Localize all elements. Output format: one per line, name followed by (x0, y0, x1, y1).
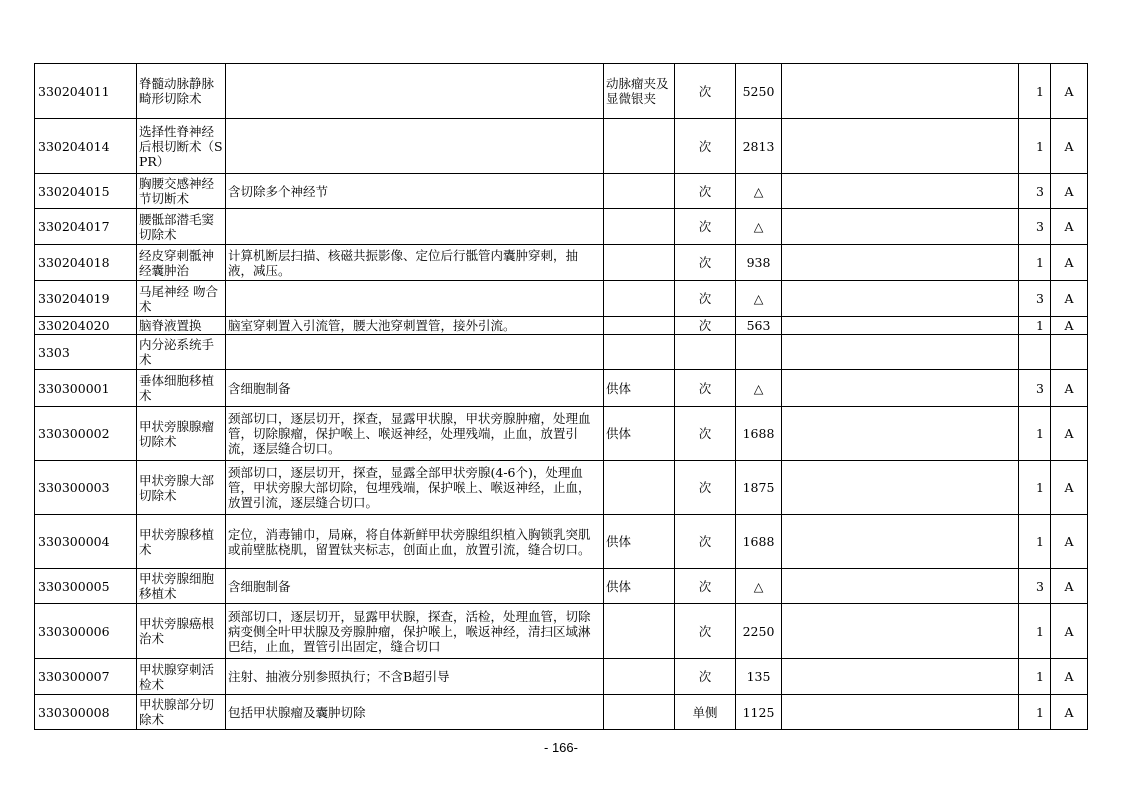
cell-code: 330300004 (35, 515, 137, 569)
cell-code: 330204017 (35, 209, 137, 245)
cell-grade: A (1051, 370, 1088, 407)
cell-code: 330204011 (35, 64, 137, 119)
cell-excluded: 供体 (604, 370, 675, 407)
cell-name: 经皮穿刺骶神经囊肿治 (137, 245, 226, 281)
cell-note (782, 119, 1019, 174)
cell-price: 2813 (736, 119, 782, 174)
cell-unit: 次 (675, 317, 736, 335)
cell-code: 330300003 (35, 461, 137, 515)
table-row (35, 461, 1088, 515)
cell-unit: 次 (675, 174, 736, 209)
cell-code: 330300007 (35, 659, 137, 695)
cell-grade: A (1051, 245, 1088, 281)
cell-price: 5250 (736, 64, 782, 119)
cell-name: 腰骶部潜毛窦切除术 (137, 209, 226, 245)
cell-content: 定位，消毒铺巾，局麻，将自体新鲜甲状旁腺组织植入胸锁乳突肌或前壁肱桡肌，留置钛夹标志，创面止血，放置引流，缝合切口。 (226, 515, 604, 569)
cell-grade: A (1051, 174, 1088, 209)
cell-excluded: 动脉瘤夹及显微银夹 (604, 64, 675, 119)
cell-code: 330204020 (35, 317, 137, 335)
cell-content: 计算机断层扫描、核磁共振影像、定位后行骶管内囊肿穿刺，抽液，减压。 (226, 245, 604, 281)
cell-code: 330300001 (35, 370, 137, 407)
cell-price: △ (736, 281, 782, 317)
cell-excluded: 供体 (604, 515, 675, 569)
cell-name: 垂体细胞移植术 (137, 370, 226, 407)
cell-excluded (604, 335, 675, 370)
cell-price: △ (736, 209, 782, 245)
cell-excluded (604, 461, 675, 515)
cell-level: 3 (1019, 209, 1051, 245)
cell-grade: A (1051, 209, 1088, 245)
cell-grade: A (1051, 569, 1088, 604)
cell-price: 1688 (736, 407, 782, 461)
cell-grade: A (1051, 515, 1088, 569)
cell-code: 330300002 (35, 407, 137, 461)
cell-content: 注射、抽液分别参照执行；不含B超引导 (226, 659, 604, 695)
cell-note (782, 407, 1019, 461)
cell-grade: A (1051, 604, 1088, 659)
cell-level: 1 (1019, 407, 1051, 461)
cell-level: 1 (1019, 515, 1051, 569)
table-row (35, 515, 1088, 569)
cell-unit: 次 (675, 370, 736, 407)
table-row (35, 569, 1088, 604)
table-row (35, 407, 1088, 461)
cell-excluded (604, 245, 675, 281)
table-row (35, 209, 1088, 245)
cell-name: 甲状旁腺大部切除术 (137, 461, 226, 515)
cell-code: 330204018 (35, 245, 137, 281)
cell-unit: 次 (675, 407, 736, 461)
cell-unit: 次 (675, 515, 736, 569)
cell-excluded (604, 209, 675, 245)
cell-note (782, 370, 1019, 407)
cell-code: 330204019 (35, 281, 137, 317)
cell-price: △ (736, 569, 782, 604)
cell-content: 脑室穿刺置入引流管，腰大池穿刺置管，接外引流。 (226, 317, 604, 335)
cell-excluded (604, 281, 675, 317)
table-row (35, 370, 1088, 407)
cell-unit: 次 (675, 461, 736, 515)
cell-content: 含切除多个神经节 (226, 174, 604, 209)
cell-grade: A (1051, 317, 1088, 335)
cell-name: 甲状腺部分切除术 (137, 695, 226, 730)
table-row (35, 245, 1088, 281)
cell-content (226, 209, 604, 245)
cell-level: 3 (1019, 174, 1051, 209)
cell-excluded (604, 659, 675, 695)
cell-unit: 次 (675, 119, 736, 174)
cell-note (782, 281, 1019, 317)
table-body (35, 64, 1088, 730)
cell-code: 330204015 (35, 174, 137, 209)
table-row (35, 659, 1088, 695)
cell-content: 颈部切口，逐层切开，探查，显露甲状腺，甲状旁腺肿瘤，处理血管，切除腺瘤，保护喉上、喉返神经，处理残端，止血，放置引流，逐层缝合切口。 (226, 407, 604, 461)
cell-code: 330300008 (35, 695, 137, 730)
cell-price: 1875 (736, 461, 782, 515)
page-number: - 166- (544, 740, 578, 755)
cell-content (226, 281, 604, 317)
cell-note (782, 317, 1019, 335)
cell-level: 1 (1019, 245, 1051, 281)
cell-name: 胸腰交感神经节切断术 (137, 174, 226, 209)
cell-price: 2250 (736, 604, 782, 659)
cell-level: 3 (1019, 281, 1051, 317)
cell-name: 甲状旁腺移植术 (137, 515, 226, 569)
cell-excluded (604, 604, 675, 659)
fee-schedule-table (34, 63, 1088, 730)
cell-excluded (604, 695, 675, 730)
cell-level: 1 (1019, 119, 1051, 174)
cell-unit (675, 335, 736, 370)
table-row (35, 281, 1088, 317)
cell-content (226, 335, 604, 370)
cell-price: △ (736, 370, 782, 407)
cell-price: 1688 (736, 515, 782, 569)
cell-note (782, 174, 1019, 209)
cell-name: 脊髓动脉静脉畸形切除术 (137, 64, 226, 119)
cell-note (782, 659, 1019, 695)
cell-name: 甲状旁腺腺瘤切除术 (137, 407, 226, 461)
table-row (35, 695, 1088, 730)
cell-grade: A (1051, 659, 1088, 695)
cell-grade: A (1051, 695, 1088, 730)
cell-code: 330300006 (35, 604, 137, 659)
cell-grade: A (1051, 407, 1088, 461)
cell-price: 135 (736, 659, 782, 695)
cell-price: 1125 (736, 695, 782, 730)
table-row (35, 317, 1088, 335)
cell-grade (1051, 335, 1088, 370)
cell-content (226, 119, 604, 174)
cell-excluded (604, 174, 675, 209)
cell-name: 甲状腺穿刺活检术 (137, 659, 226, 695)
cell-unit: 次 (675, 604, 736, 659)
cell-price: 563 (736, 317, 782, 335)
table-row (35, 119, 1088, 174)
cell-note (782, 569, 1019, 604)
cell-code: 3303 (35, 335, 137, 370)
cell-level: 1 (1019, 64, 1051, 119)
cell-note (782, 64, 1019, 119)
cell-grade: A (1051, 119, 1088, 174)
cell-code: 330300005 (35, 569, 137, 604)
cell-excluded: 供体 (604, 407, 675, 461)
cell-excluded (604, 317, 675, 335)
cell-grade: A (1051, 461, 1088, 515)
cell-content: 含细胞制备 (226, 569, 604, 604)
cell-price: △ (736, 174, 782, 209)
cell-unit: 单侧 (675, 695, 736, 730)
cell-name: 脑脊液置换 (137, 317, 226, 335)
cell-note (782, 245, 1019, 281)
cell-note (782, 695, 1019, 730)
cell-unit: 次 (675, 569, 736, 604)
table-row (35, 174, 1088, 209)
cell-grade: A (1051, 281, 1088, 317)
cell-level (1019, 335, 1051, 370)
cell-note (782, 604, 1019, 659)
table-row (35, 335, 1088, 370)
cell-note (782, 461, 1019, 515)
cell-content: 颈部切口，逐层切开，显露甲状腺，探查，活检，处理血管，切除病变侧全叶甲状腺及旁腺肿瘤，保护喉上，喉返神经，清扫区域淋巴结，止血，置管引出固定，缝合切口 (226, 604, 604, 659)
cell-note (782, 209, 1019, 245)
cell-excluded (604, 119, 675, 174)
cell-unit: 次 (675, 64, 736, 119)
cell-level: 3 (1019, 569, 1051, 604)
cell-grade: A (1051, 64, 1088, 119)
cell-unit: 次 (675, 281, 736, 317)
cell-excluded: 供体 (604, 569, 675, 604)
cell-code: 330204014 (35, 119, 137, 174)
cell-level: 3 (1019, 370, 1051, 407)
cell-unit: 次 (675, 245, 736, 281)
cell-unit: 次 (675, 209, 736, 245)
cell-name: 内分泌系统手术 (137, 335, 226, 370)
table-row (35, 604, 1088, 659)
cell-content: 颈部切口，逐层切开，探查，显露全部甲状旁腺(4-6个)，处理血管，甲状旁腺大部切除，包埋残端，保护喉上、喉返神经，止血，放置引流，逐层缝合切口。 (226, 461, 604, 515)
cell-note (782, 515, 1019, 569)
cell-unit: 次 (675, 659, 736, 695)
cell-name: 选择性脊神经后根切断术（SPR） (137, 119, 226, 174)
cell-content: 包括甲状腺瘤及囊肿切除 (226, 695, 604, 730)
cell-price (736, 335, 782, 370)
cell-level: 1 (1019, 604, 1051, 659)
cell-level: 1 (1019, 659, 1051, 695)
cell-name: 甲状旁腺细胞移植术 (137, 569, 226, 604)
cell-name: 甲状旁腺癌根治术 (137, 604, 226, 659)
cell-content (226, 64, 604, 119)
cell-name: 马尾神经 吻合术 (137, 281, 226, 317)
cell-level: 1 (1019, 317, 1051, 335)
cell-price: 938 (736, 245, 782, 281)
table-row (35, 64, 1088, 119)
cell-level: 1 (1019, 695, 1051, 730)
cell-level: 1 (1019, 461, 1051, 515)
cell-content: 含细胞制备 (226, 370, 604, 407)
cell-note (782, 335, 1019, 370)
